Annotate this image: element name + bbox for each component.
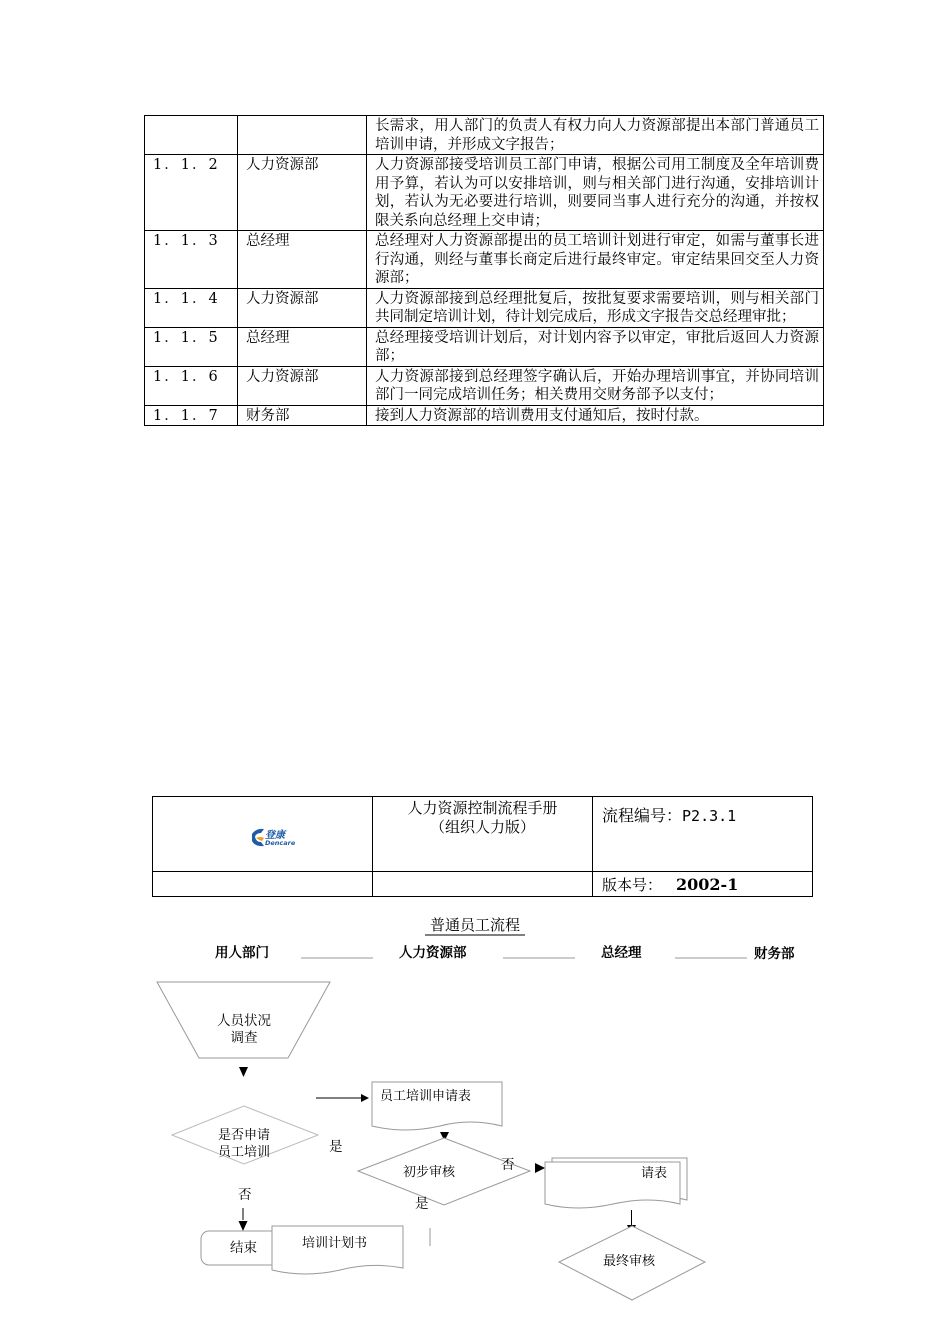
arrow-survey-down bbox=[239, 1067, 248, 1077]
department bbox=[238, 116, 367, 155]
table-row bbox=[145, 155, 824, 231]
node-end-label: 结束 bbox=[230, 1240, 257, 1256]
label-no-1: 否 bbox=[238, 1187, 252, 1203]
lane-finance-dept: 财务部 bbox=[754, 946, 795, 962]
process-code-cell bbox=[593, 797, 813, 872]
node-apply-question-label: 是否申请 员工培训 bbox=[217, 1128, 270, 1160]
flow-title: 普通员工流程 bbox=[429, 916, 520, 934]
flowchart bbox=[0, 900, 950, 1344]
node-prelim-label: 初步审核 bbox=[403, 1165, 456, 1180]
version-value: 2002-1 bbox=[676, 875, 739, 894]
lane-user-dept: 用人部门 bbox=[215, 945, 269, 961]
step-number: 1．1．6 bbox=[145, 366, 238, 405]
step-number: 1．1．4 bbox=[145, 288, 238, 327]
process-table-body bbox=[145, 116, 824, 426]
step-number: 1．1．5 bbox=[145, 327, 238, 366]
manual-edition: （组织人力版） bbox=[429, 818, 535, 836]
manual-header bbox=[152, 796, 813, 897]
step-description: 人力资源部接到总经理签字确认后，开始办理培训事宜，并协同培训部门一同完成培训任务；相关费用交财务部予以支付； bbox=[367, 366, 824, 405]
lane-general-manager: 总经理 bbox=[601, 945, 642, 961]
empty-cell-1 bbox=[153, 872, 373, 897]
department: 人力资源部 bbox=[238, 366, 367, 405]
step-description: 接到人力资源部的培训费用支付通知后，按时付款。 bbox=[367, 405, 824, 426]
logo-subtext: Dencare bbox=[265, 839, 296, 847]
table-row bbox=[145, 116, 824, 155]
table-row bbox=[145, 327, 824, 366]
version-label: 版本号： bbox=[602, 876, 663, 894]
step-description: 总经理接受培训计划后，对计划内容予以审定，审批后返回人力资源部； bbox=[367, 327, 824, 366]
step-description: 人力资源部接受培训员工部门申请，根据公司用工制度及全年培训费用予算，若认为可以安排培训，则与相关部门进行沟通，安排培训计划，若认为无必要进行培训，则要同当事人进行充分的沟通，并按权限关系向总经理上交申请； bbox=[367, 155, 824, 231]
label-no-2: 否 bbox=[501, 1157, 515, 1173]
process-code-label: 流程编号： bbox=[602, 806, 683, 825]
flowchart-shapes bbox=[0, 900, 950, 1344]
table-row bbox=[145, 366, 824, 405]
step-number: 1．1．2 bbox=[145, 155, 238, 231]
lane-hr-dept: 人力资源部 bbox=[399, 945, 467, 961]
node-survey-label: 人员状况 调查 bbox=[217, 1013, 271, 1046]
node-final-label: 最终审核 bbox=[603, 1254, 656, 1269]
node-plan-doc-label: 培训计划书 bbox=[302, 1236, 368, 1251]
company-logo bbox=[153, 797, 372, 871]
logo-text: 登康 bbox=[265, 830, 285, 841]
process-code-value: P2.3.1 bbox=[682, 807, 737, 825]
table-row bbox=[145, 288, 824, 327]
table-row bbox=[145, 405, 824, 426]
step-number bbox=[145, 116, 238, 155]
department: 总经理 bbox=[238, 327, 367, 366]
label-yes-1: 是 bbox=[329, 1139, 343, 1155]
step-description: 人力资源部接到总经理批复后，按批复要求需要培训，则与相关部门共同制定培训计划，待计划完成后，形成文字报告交总经理审批； bbox=[367, 288, 824, 327]
arrow-to-form2 bbox=[535, 1163, 545, 1173]
node-apply-form2-label: 请表 bbox=[641, 1166, 668, 1181]
process-table bbox=[144, 115, 824, 426]
step-number: 1．1．7 bbox=[145, 405, 238, 426]
node-apply-form-label: 员工培训申请表 bbox=[380, 1089, 472, 1104]
manual-title-cell bbox=[373, 797, 593, 872]
step-description: 总经理对人力资源部提出的员工培训计划进行审定，如需与董事长进行沟通，则经与董事长商定后进行最终审定。审定结果回交至人力资源部； bbox=[367, 231, 824, 289]
empty-cell-2 bbox=[373, 872, 593, 897]
department: 财务部 bbox=[238, 405, 367, 426]
department: 人力资源部 bbox=[238, 155, 367, 231]
department: 人力资源部 bbox=[238, 288, 367, 327]
table-row bbox=[145, 231, 824, 289]
step-number: 1．1．3 bbox=[145, 231, 238, 289]
version-cell bbox=[593, 872, 813, 897]
arrow-to-end bbox=[239, 1221, 248, 1231]
step-description: 长需求，用人部门的负责人有权力向人力资源部提出本部门普通员工培训申请，并形成文字报告； bbox=[367, 116, 824, 155]
logo-cell bbox=[153, 797, 373, 872]
manual-title: 人力资源控制流程手册 bbox=[407, 799, 558, 817]
label-yes-2: 是 bbox=[415, 1196, 429, 1212]
department: 总经理 bbox=[238, 231, 367, 289]
